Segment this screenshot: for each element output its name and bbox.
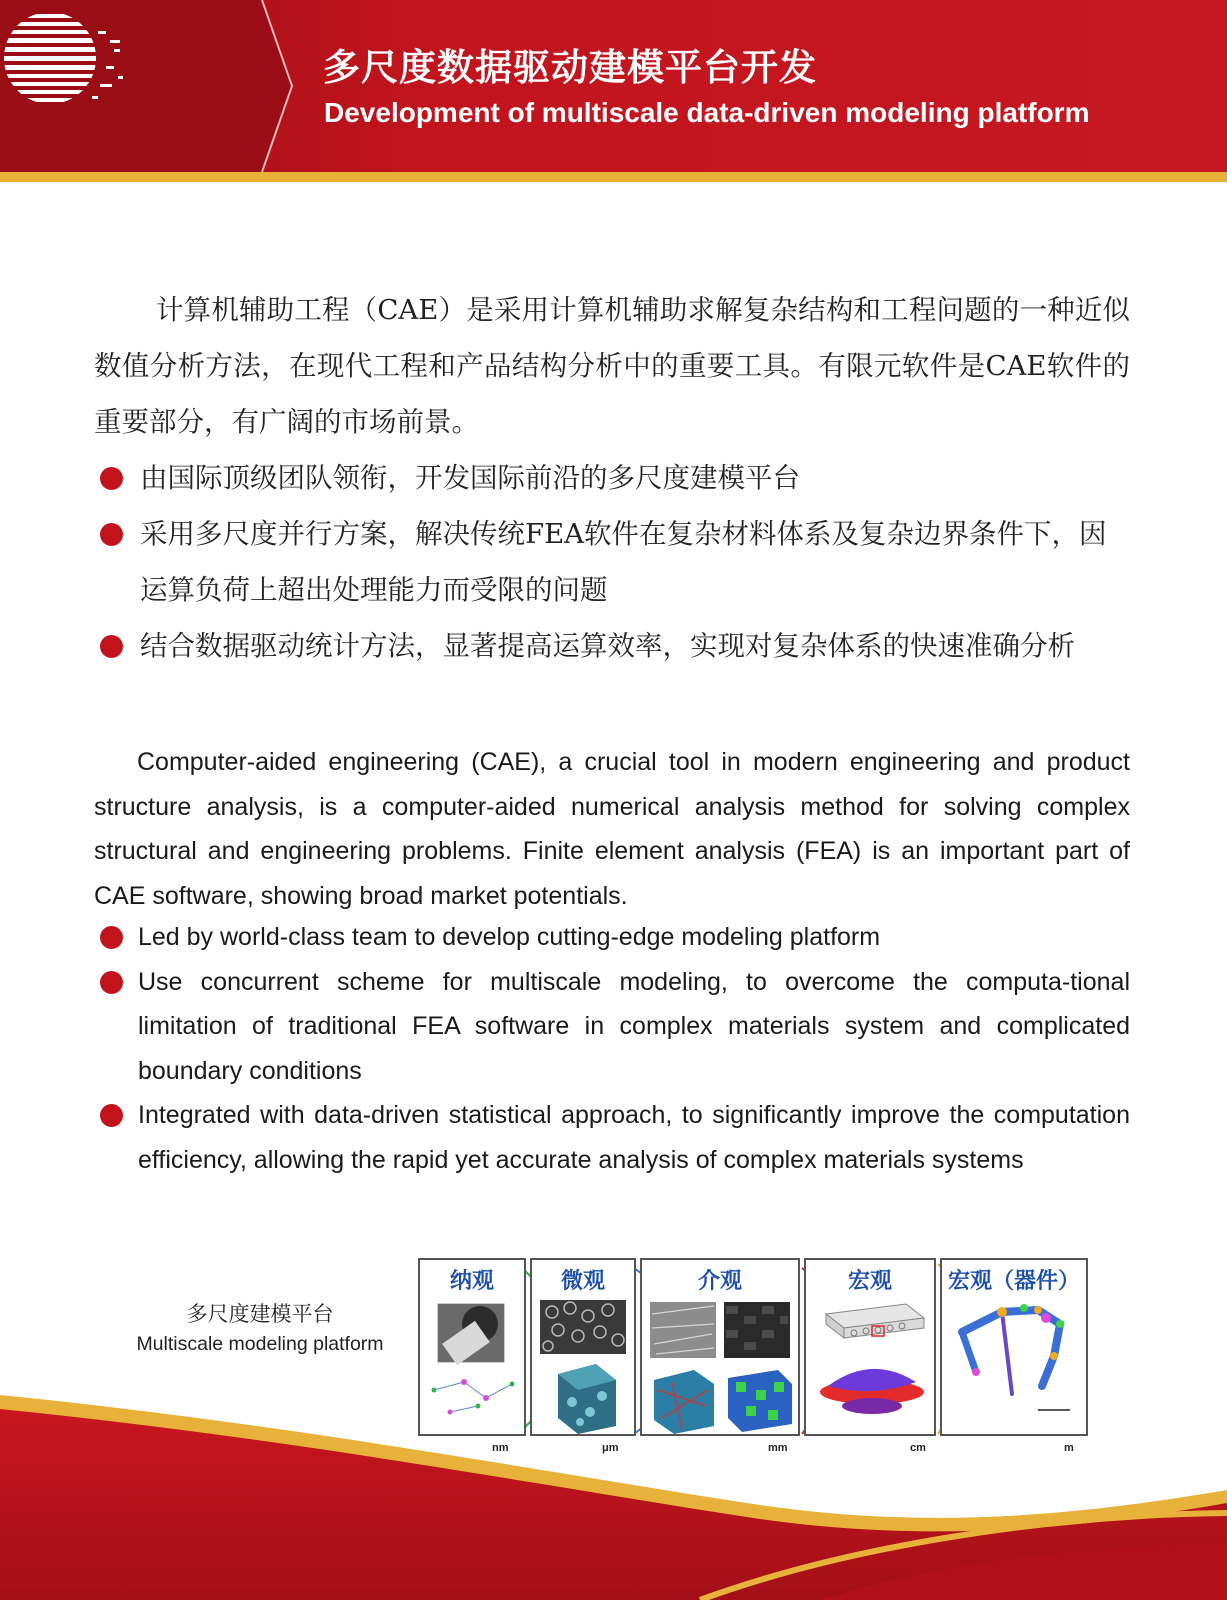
scale-unit-label: m <box>1064 1442 1074 1454</box>
intro-paragraph-en: Computer-aided engineering (CAE), a crucial tool in modern engineering and product structure analysis, is a computer-aided numerical analysis method for solving complex structural and engineering problems. Finite element analysis (FEA) is an important part of CAE software, showing broad market potentials. <box>94 748 1130 910</box>
list-item <box>94 960 1130 1094</box>
figure-caption-en: Multiscale modeling platform <box>136 1333 384 1355</box>
scale-unit-label: μm <box>602 1442 619 1454</box>
bullet-list-en <box>94 915 1130 1182</box>
list-item-text: Led by world-class team to develop cutting-edge modeling platform <box>138 923 881 951</box>
list-item-text: Use concurrent scheme for multiscale modeling, to overcome the computa-tional limitation of traditional FEA software in complex materials system and complicated boundary conditions <box>138 967 1130 1085</box>
list-item <box>94 506 1130 618</box>
scale-unit-label: mm <box>768 1442 788 1454</box>
list-item <box>94 915 1130 960</box>
list-item-text: 结合数据驱动统计方法，显著提高运算效率，实现对复杂体系的快速准确分析 <box>140 630 1075 662</box>
panel-title: 宏观（器件） <box>947 1269 1080 1294</box>
list-item <box>94 618 1130 674</box>
bullet-list-cn <box>94 450 1130 674</box>
list-item <box>94 450 1130 506</box>
panel-title: 纳观 <box>449 1269 494 1294</box>
bullet-icon <box>100 971 123 994</box>
scale-unit-label: nm <box>492 1442 509 1454</box>
panel-title: 宏观 <box>847 1269 892 1294</box>
header-banner <box>0 0 1227 182</box>
globe-logo-icon <box>0 0 140 120</box>
list-item <box>94 1093 1130 1182</box>
panel-title: 微观 <box>560 1269 605 1294</box>
bullet-icon <box>100 1104 123 1127</box>
panel-title: 介观 <box>697 1269 742 1294</box>
figure-caption-cn: 多尺度建模平台 <box>186 1302 334 1326</box>
bullet-icon <box>100 467 123 490</box>
list-item-text: Integrated with data-driven statistical approach, to significantly improve the computation efficiency, allowing the rapid yet accurate analysis of complex materials systems <box>138 1101 1130 1174</box>
footer-wave-decoration <box>0 1395 1227 1600</box>
list-item-text: 采用多尺度并行方案，解决传统FEA软件在复杂材料体系及复杂边界条件下，因运算负荷上超出处理能力而受限的问题 <box>140 518 1107 606</box>
scale-unit-label: cm <box>910 1442 926 1454</box>
page-title-en: Development of multiscale data-driven modeling platform <box>324 97 1090 128</box>
page-title-cn: 多尺度数据驱动建模平台开发 <box>323 46 817 89</box>
list-item-text: 由国际顶级团队领衔，开发国际前沿的多尺度建模平台 <box>140 462 800 494</box>
bullet-icon <box>100 926 123 949</box>
intro-paragraph-cn: 计算机辅助工程（CAE）是采用计算机辅助求解复杂结构和工程问题的一种近似数值分析方法，在现代工程和产品结构分析中的重要工具。有限元软件是CAE软件的重要部分，有广阔的市场前景。 <box>94 294 1130 438</box>
bullet-icon <box>100 635 123 658</box>
bullet-icon <box>100 523 123 546</box>
